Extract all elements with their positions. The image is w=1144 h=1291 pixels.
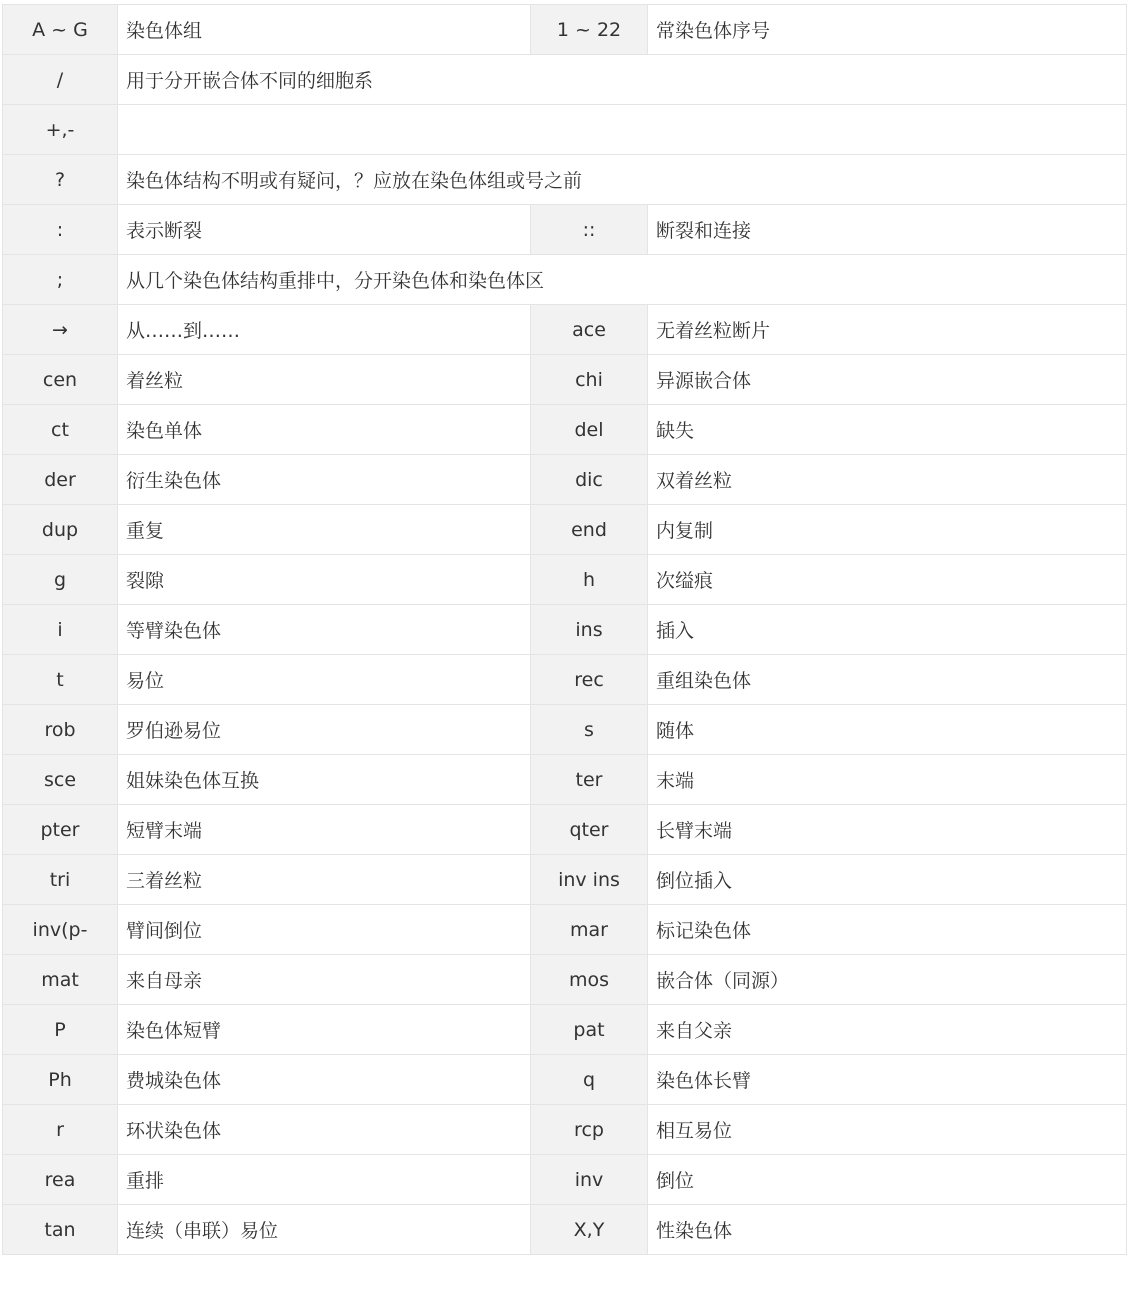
table-row (3, 855, 1127, 905)
table-row (3, 505, 1127, 555)
table-row (3, 205, 1127, 255)
meaning-cell: 姐妹染色体互换 (118, 755, 531, 805)
meaning-cell: 费城染色体 (118, 1055, 531, 1105)
symbol-cell: chi (531, 355, 648, 405)
meaning-cell: 三着丝粒 (118, 855, 531, 905)
meaning-cell: 臂间倒位 (118, 905, 531, 955)
table-row (3, 755, 1127, 805)
meaning-cell: 缺失 (648, 405, 1127, 455)
symbol-cell: rob (3, 705, 118, 755)
meaning-cell: 长臂末端 (648, 805, 1127, 855)
symbol-cell: qter (531, 805, 648, 855)
meaning-cell (118, 105, 1127, 155)
symbol-cell: g (3, 555, 118, 605)
meaning-cell: 异源嵌合体 (648, 355, 1127, 405)
table-body (3, 5, 1127, 1255)
meaning-cell: 连续（串联）易位 (118, 1205, 531, 1255)
symbol-cell: t (3, 655, 118, 705)
symbol-cell: rec (531, 655, 648, 705)
symbol-cell: pter (3, 805, 118, 855)
symbol-cell: 1 ~ 22 (531, 5, 648, 55)
table-row (3, 455, 1127, 505)
meaning-cell: 染色体结构不明或有疑问，？应放在染色体组或号之前 (118, 155, 1127, 205)
symbol-cell: dic (531, 455, 648, 505)
symbol-table-container (2, 4, 1126, 1255)
symbol-cell: ter (531, 755, 648, 805)
table-row (3, 355, 1127, 405)
symbol-cell: P (3, 1005, 118, 1055)
symbol-cell: dup (3, 505, 118, 555)
karyotype-symbol-table (2, 4, 1127, 1255)
meaning-cell: 断裂和连接 (648, 205, 1127, 255)
symbol-cell: ? (3, 155, 118, 205)
meaning-cell: 倒位 (648, 1155, 1127, 1205)
meaning-cell: 来自母亲 (118, 955, 531, 1005)
meaning-cell: 性染色体 (648, 1205, 1127, 1255)
table-row (3, 1205, 1127, 1255)
meaning-cell: 易位 (118, 655, 531, 705)
meaning-cell: 染色体短臂 (118, 1005, 531, 1055)
table-row (3, 805, 1127, 855)
meaning-cell: 双着丝粒 (648, 455, 1127, 505)
symbol-cell: rcp (531, 1105, 648, 1155)
symbol-cell: der (3, 455, 118, 505)
symbol-cell: tri (3, 855, 118, 905)
symbol-cell: +,- (3, 105, 118, 155)
symbol-cell: inv(p- (3, 905, 118, 955)
table-row (3, 1105, 1127, 1155)
symbol-cell: mat (3, 955, 118, 1005)
symbol-cell: q (531, 1055, 648, 1105)
symbol-cell: h (531, 555, 648, 605)
meaning-cell: 用于分开嵌合体不同的细胞系 (118, 55, 1127, 105)
symbol-cell: A ~ G (3, 5, 118, 55)
table-row (3, 1005, 1127, 1055)
meaning-cell: 表示断裂 (118, 205, 531, 255)
table-row (3, 255, 1127, 305)
meaning-cell: 内复制 (648, 505, 1127, 555)
meaning-cell: 染色体长臂 (648, 1055, 1127, 1105)
meaning-cell: 环状染色体 (118, 1105, 531, 1155)
meaning-cell: 染色单体 (118, 405, 531, 455)
meaning-cell: 倒位插入 (648, 855, 1127, 905)
symbol-cell: i (3, 605, 118, 655)
symbol-cell: pat (531, 1005, 648, 1055)
meaning-cell: 来自父亲 (648, 1005, 1127, 1055)
symbol-cell: → (3, 305, 118, 355)
table-row (3, 155, 1127, 205)
symbol-cell: cen (3, 355, 118, 405)
meaning-cell: 着丝粒 (118, 355, 531, 405)
symbol-cell: mar (531, 905, 648, 955)
symbol-cell: s (531, 705, 648, 755)
meaning-cell: 常染色体序号 (648, 5, 1127, 55)
table-row (3, 55, 1127, 105)
meaning-cell: 重复 (118, 505, 531, 555)
meaning-cell: 从几个染色体结构重排中，分开染色体和染色体区 (118, 255, 1127, 305)
symbol-cell: Ph (3, 1055, 118, 1105)
meaning-cell: 次缢痕 (648, 555, 1127, 605)
table-row (3, 555, 1127, 605)
symbol-cell: : (3, 205, 118, 255)
meaning-cell: 随体 (648, 705, 1127, 755)
table-row (3, 305, 1127, 355)
meaning-cell: 等臂染色体 (118, 605, 531, 655)
table-row (3, 1055, 1127, 1105)
symbol-cell: del (531, 405, 648, 455)
meaning-cell: 末端 (648, 755, 1127, 805)
symbol-cell: :: (531, 205, 648, 255)
symbol-cell: end (531, 505, 648, 555)
symbol-cell: ; (3, 255, 118, 305)
meaning-cell: 裂隙 (118, 555, 531, 605)
symbol-cell: X,Y (531, 1205, 648, 1255)
meaning-cell: 嵌合体（同源） (648, 955, 1127, 1005)
table-row (3, 605, 1127, 655)
table-row (3, 5, 1127, 55)
symbol-cell: ace (531, 305, 648, 355)
symbol-cell: inv ins (531, 855, 648, 905)
meaning-cell: 标记染色体 (648, 905, 1127, 955)
table-row (3, 655, 1127, 705)
symbol-cell: r (3, 1105, 118, 1155)
meaning-cell: 罗伯逊易位 (118, 705, 531, 755)
symbol-cell: tan (3, 1205, 118, 1255)
symbol-cell: sce (3, 755, 118, 805)
meaning-cell: 无着丝粒断片 (648, 305, 1127, 355)
meaning-cell: 相互易位 (648, 1105, 1127, 1155)
symbol-cell: mos (531, 955, 648, 1005)
meaning-cell: 衍生染色体 (118, 455, 531, 505)
symbol-cell: ins (531, 605, 648, 655)
meaning-cell: 染色体组 (118, 5, 531, 55)
meaning-cell: 短臂末端 (118, 805, 531, 855)
table-row (3, 105, 1127, 155)
symbol-cell: ct (3, 405, 118, 455)
meaning-cell: 从……到…… (118, 305, 531, 355)
meaning-cell: 重组染色体 (648, 655, 1127, 705)
meaning-cell: 重排 (118, 1155, 531, 1205)
table-row (3, 905, 1127, 955)
symbol-cell: inv (531, 1155, 648, 1205)
table-row (3, 1155, 1127, 1205)
table-row (3, 955, 1127, 1005)
table-row (3, 405, 1127, 455)
table-row (3, 705, 1127, 755)
meaning-cell: 插入 (648, 605, 1127, 655)
symbol-cell: / (3, 55, 118, 105)
symbol-cell: rea (3, 1155, 118, 1205)
